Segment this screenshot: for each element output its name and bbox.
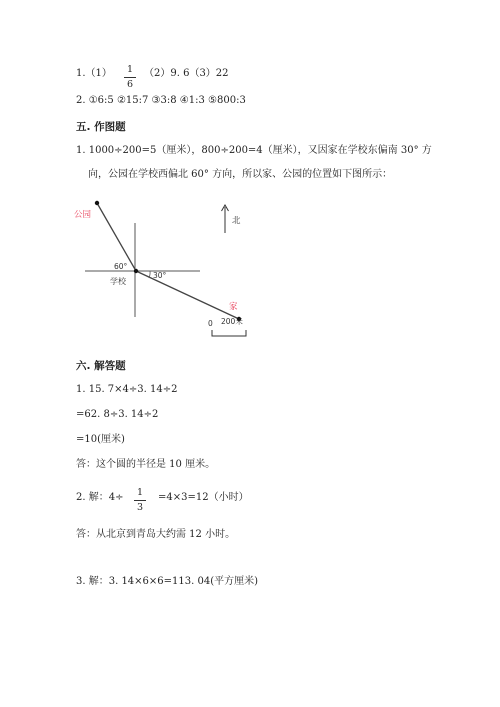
section-5-title: 五. 作图题: [76, 121, 126, 133]
fraction-denominator: 3: [136, 501, 144, 513]
north-label: 北: [232, 216, 241, 226]
q1-answer: 答：这个圆的半径是 10 厘米。: [76, 459, 216, 470]
scale-bar: [212, 330, 246, 336]
q1-line-2: =62. 8÷3. 14÷2: [76, 409, 159, 420]
section-5-line-2: 向，公园在学校西偏北 60° 方向，所以家、公园的位置如下图所示：: [88, 169, 393, 180]
answer-line-1-rest: （2）9. 6（3）22: [144, 68, 229, 79]
q3-line: 3. 解：3. 14×6×6=113. 04(平方厘米): [76, 576, 258, 587]
school-label: 学校: [110, 277, 126, 286]
park-label: 公园: [74, 210, 92, 220]
fraction-numerator: 1: [126, 64, 134, 75]
q2-fraction: [134, 488, 146, 512]
section-5-line-1: 1. 1000÷200=5（厘米），800÷200=4（厘米），又因家在学校东偏南 30° 方: [76, 145, 432, 156]
answer-line-1-prefix: 1.（1）: [76, 68, 112, 79]
park-direction-line: [97, 203, 136, 271]
q1-line-1: 1. 15. 7×4÷3. 14÷2: [76, 384, 178, 395]
direction-diagram: [60, 190, 280, 340]
q2-rest: =4×3=12（小时）: [158, 492, 249, 503]
school-point: [134, 269, 138, 273]
fraction-numerator: 1: [136, 487, 144, 498]
q2-prefix: 2. 解：4÷: [76, 492, 124, 503]
fraction-bar: [134, 500, 146, 501]
park-point: [95, 201, 99, 205]
scale-zero-label: 0: [208, 319, 213, 328]
angle-label-60: 60°: [114, 262, 128, 271]
answer-line-2: 2. ①6:5 ②15:7 ③3:8 ④1:3 ⑤800:3: [76, 95, 246, 106]
answer-line-1-fraction: [124, 65, 136, 89]
q2-answer: 答：从北京到青岛大约需 12 小时。: [76, 529, 236, 540]
scale-length-label: 200米: [221, 317, 243, 326]
home-direction-line: [136, 271, 239, 319]
section-6-title: 六. 解答题: [76, 360, 126, 372]
home-label: 家: [229, 302, 238, 312]
angle-label-30: 30°: [153, 271, 167, 280]
fraction-denominator: 6: [126, 78, 134, 90]
fraction-bar: [124, 77, 136, 78]
q1-line-3: =10(厘米): [76, 434, 125, 445]
